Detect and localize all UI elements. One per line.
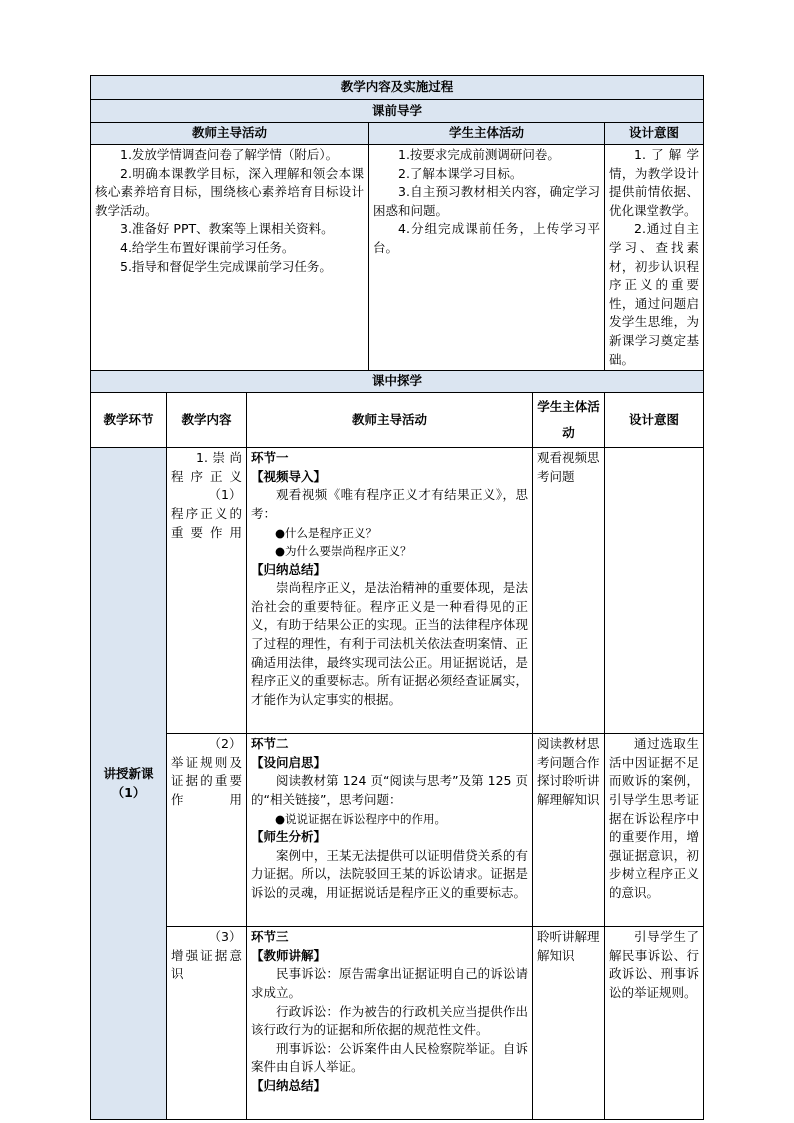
stage-cell [91,448,167,1120]
pre-teacher-item: 5.指导和督促学生完成课前学习任务。 [120,258,332,274]
intent-cell-1 [605,448,704,734]
pre-teacher-item: 4.给学生布置好课前学习任务。 [120,239,295,255]
link-title: 环节三 [251,929,289,945]
block-title: 【师生分析】 [251,829,327,845]
block-title: 【归纳总结】 [251,1077,327,1093]
content-cell-2 [167,734,247,927]
block-text: 民事诉讼：原告需拿出证据证明自己的诉讼请求成立。 [251,966,528,1000]
block-text: 刑事诉讼：公诉案件由人民检察院举证。自诉案件由自诉人举证。 [251,1040,528,1075]
student-cell-2: 阅读教材思考问题合作探讨聆听讲解理解知识 [533,734,605,927]
pre-intent-cell [605,145,704,371]
link-title: 环节一 [251,450,289,466]
pre-student-item: 4.分组完成课前任务，上传学习平台。 [373,221,600,255]
block-text: 崇尚程序正义，是法治精神的重要体现，是法治社会的重要特征。程序正义是一种看得见的正义，有助于结果公正的实现。正当的法律程序体现了过程的理性，有利于司法机关依法查明案情、正确适用法律，最终实现司法公正。用证据说话，是程序正义的重要标志。所有证据必须经查证属实，才能作为认定事实的根据。 [251,580,528,707]
pre-intent-item: 2.通过自主学习、查找素材，初步认识程序正义的重要性，通过问题启发学生思维，为新课学习奠定基础。 [609,221,700,367]
content-sub-num: （3） [208,929,242,945]
pre-teacher-item: 1.发放学情调查问卷了解学情（附后）。 [120,147,339,162]
stage-index: （1） [111,784,146,800]
pre-class-title: 课前导学 [91,100,704,123]
intent-cell-3: 引导学生了解民事诉讼、行政诉讼、刑事诉讼的举证规则。 [605,927,704,1120]
bullet-item: ●什么是程序正义？ [275,525,378,540]
intent-cell-2: 通过选取生活中因证据不足而败诉的案例，引导学生思考证据在诉讼程序中的重要作用，增强证据意识，初步树立程序正义的意识。 [605,734,704,927]
block-title: 【教师讲解】 [251,947,327,963]
content-sub: 增强证据意识 [171,947,242,982]
header-content: 教学内容 [167,393,247,448]
student-cell-1: 观看视频思考问题 [533,448,605,734]
teacher-cell-2 [247,734,533,927]
link-title: 环节二 [251,736,289,752]
section-title: 教学内容及实施过程 [91,76,704,100]
in-class-title: 课中探学 [91,371,704,393]
pre-teacher-item: 3.准备好 PPT、教案等上课相关资料。 [120,221,334,237]
block-text: 行政诉讼：作为被告的行政机关应当提供作出该行政行为的证据和所依据的规范性文件。 [251,1003,528,1038]
pre-header-teacher: 教师主导活动 [91,123,369,145]
content-cell-3 [167,927,247,1120]
header-teacher: 教师主导活动 [247,393,533,448]
bullet-item: ●为什么要崇尚程序正义？ [275,544,412,559]
teacher-cell-1 [247,448,533,734]
pre-student-cell [369,145,605,371]
block-title: 【设问启思】 [251,754,327,770]
block-text: 案例中，王某无法提供可以证明借贷关系的有力证据。所以，法院驳回王某的诉讼请求。证据是诉讼的灵魂，用证据说话是程序正义的重要标志。 [251,847,528,900]
content-sub-num: （2） [208,736,242,752]
pre-intent-item: 1.了解学情，为教学设计提供前情依据、优化课堂教学。 [609,147,700,218]
pre-student-item: 1.按要求完成前测调研问卷。 [398,147,560,162]
block-title: 【归纳总结】 [251,561,327,577]
bullet-item: ●说说证据在诉讼程序中的作用。 [275,811,447,826]
student-cell-3: 聆听讲解理解知识 [533,927,605,1120]
pre-teacher-cell [91,145,369,371]
pre-teacher-item: 2.明确本课教学目标，深入理解和领会本课核心素养培育目标，围绕核心素养培育目标设计教学活动。 [95,165,364,218]
teacher-cell-3 [247,927,533,1120]
lesson-plan-page [90,75,703,1120]
lesson-table [90,75,704,1120]
content-cell-1 [167,448,247,734]
header-student: 学生主体活动 [533,393,605,448]
content-sub: 程序正义的重要作用 [171,505,242,540]
header-stage: 教学环节 [91,393,167,448]
content-title: 1.崇尚程序正义 [171,450,242,484]
pre-student-item: 2.了解本课学习目标。 [398,165,523,181]
content-sub-num: （1） [208,487,242,503]
block-text: 观看视频《唯有程序正义才有结果正义》，思考： [251,487,528,521]
stage-name: 讲授新课 [103,766,154,782]
header-intent: 设计意图 [605,393,704,448]
pre-header-intent: 设计意图 [605,123,704,145]
block-title: 【视频导入】 [251,468,327,484]
pre-header-student: 学生主体活动 [369,123,605,145]
content-sub: 举证规则及证据的重要作用 [171,754,242,807]
block-text: 阅读教材第 124 页“阅读与思考”及第 125 页的“相关链接”，思考问题： [251,773,528,807]
pre-student-item: 3.自主预习教材相关内容，确定学习困惑和问题。 [373,184,600,218]
